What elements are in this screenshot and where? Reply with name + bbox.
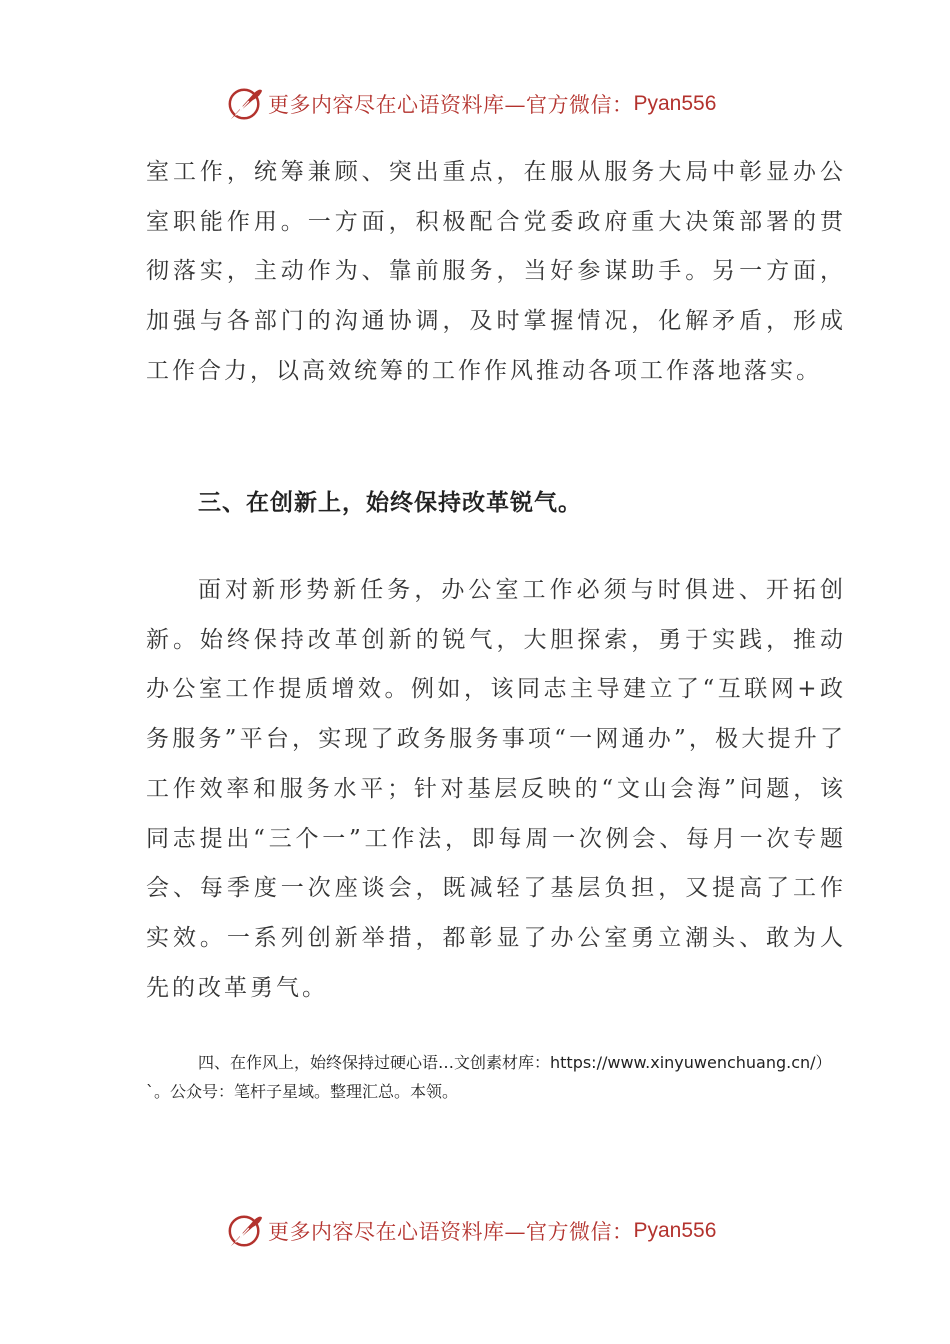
section-three-block [146,566,846,1013]
header-banner [226,82,716,126]
quill-pen-logo-icon [226,85,264,123]
section-three-paragraph: 面对新形势新任务，办公室工作必须与时俱进、开拓创新。始终保持改革创新的锐气，大胆探索，勇于实践，推动办公室工作提质增效。例如，该同志主导建立了“互联网+政务服务”平台，实现了政务服务事项“一网通办”，极大提升了工作效率和服务水平；针对基层反映的“文山会海”问题，该同志提出“三个一”工作法，即每周一次例会、每月一次专题会、每季度一次座谈会，既减轻了基层负担，又提高了工作实效。一系列创新举措，都彰显了办公室勇立潮头、敢为人先的改革勇气。 [146,577,846,1001]
footer-banner [226,1209,716,1253]
section-three-heading: 三、在创新上，始终保持改革锐气。 [198,490,582,516]
continued-paragraph: 室工作，统筹兼顾、突出重点，在服从服务大局中彰显办公室职能作用。一方面，积极配合党委政府重大决策部署的贯彻落实，主动作为、靠前服务，当好参谋助手。另一方面，加强与各部门的沟通协调，及时掌握情况，化解矛盾，形成工作合力，以高效统筹的工作作风推动各项工作落地落实。 [146,159,846,384]
continued-paragraph-block [146,148,846,397]
wechat-id: Pyan556 [633,1219,717,1242]
banner-text: 更多内容尽在心语资料库—官方微信： [268,93,634,117]
wechat-id: Pyan556 [633,92,717,115]
source-note: 四、在作风上，始终保持过硬心语…文创素材库：https://www.xinyuwenchuang.cn/）`。公众号：笔杆子星域。整理汇总。本领。 [146,1053,824,1101]
banner-text: 更多内容尽在心语资料库—官方微信： [268,1220,634,1244]
quill-pen-logo-icon [226,1212,264,1250]
